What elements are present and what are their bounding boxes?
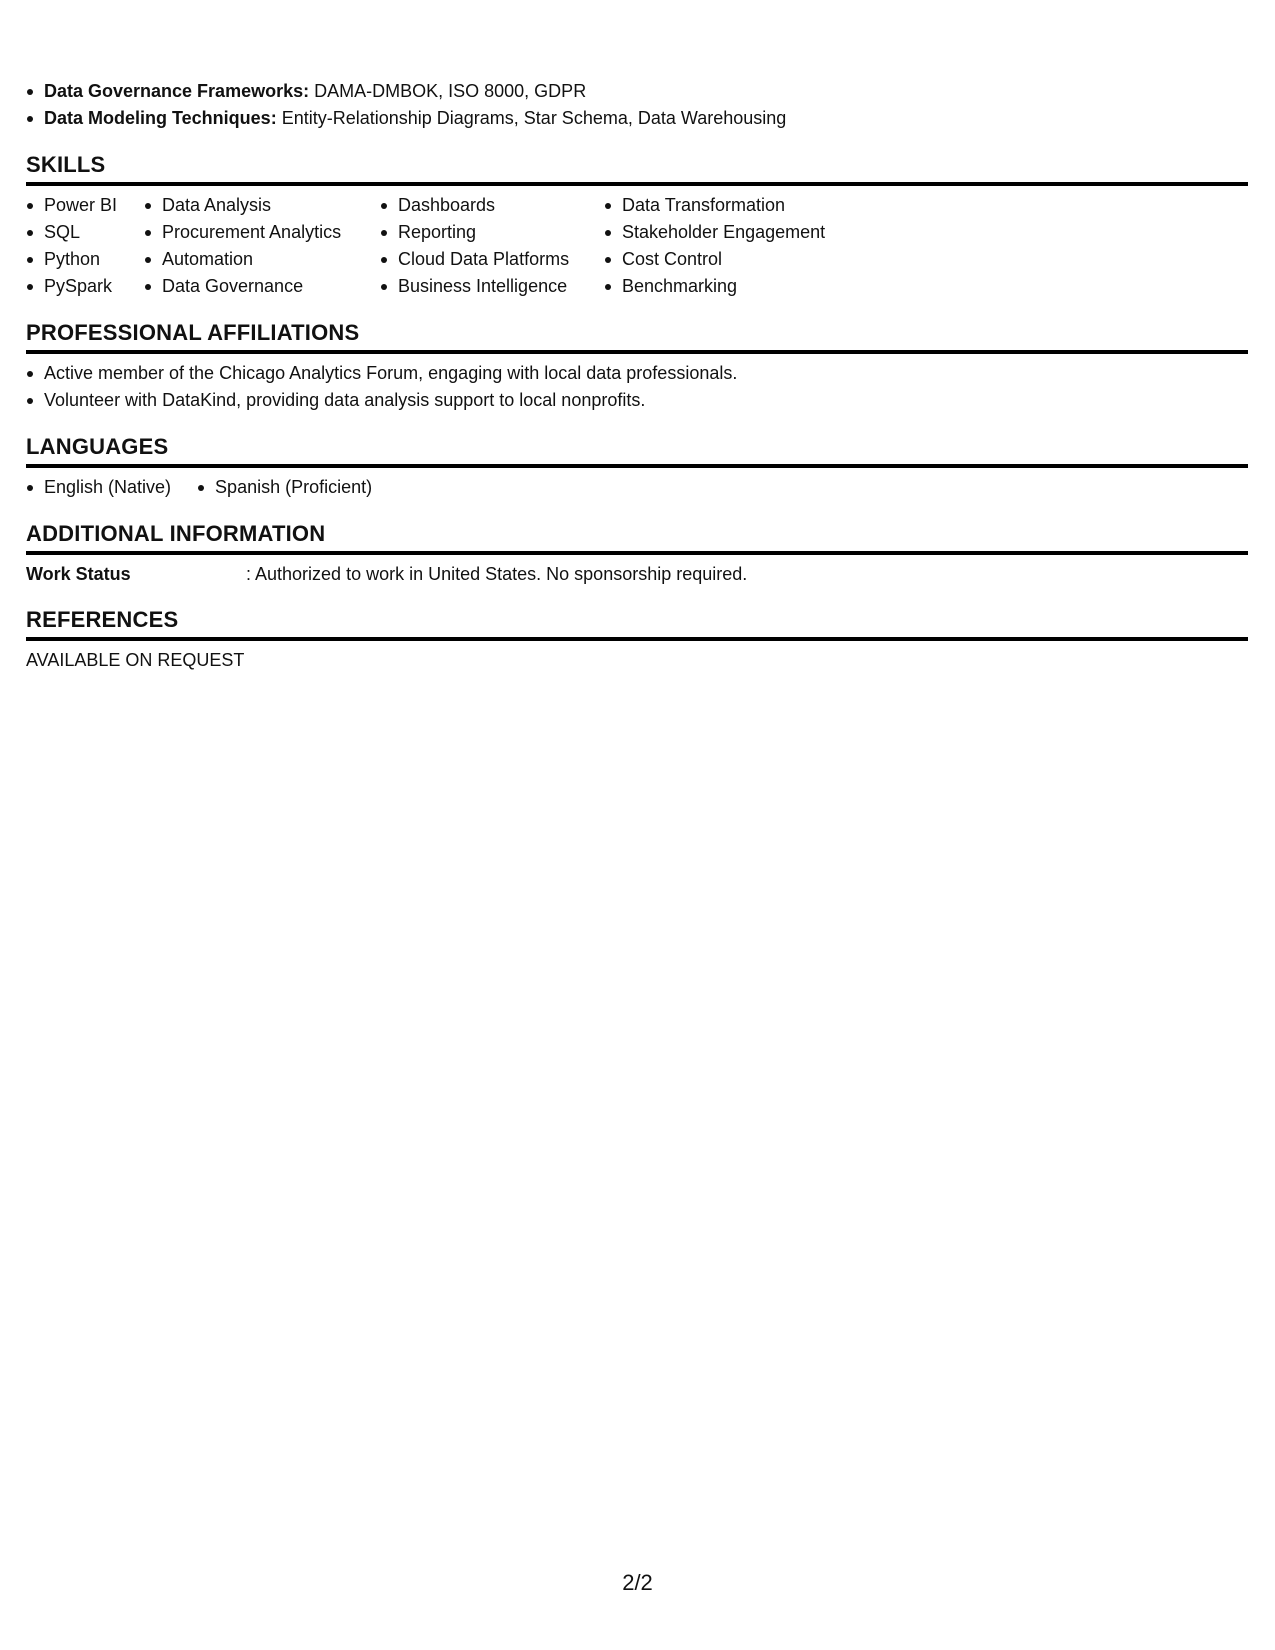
work-status-value: : Authorized to work in United States. No sponsorship required. [246,564,748,584]
references-text: AVAILABLE ON REQUEST [26,650,245,670]
skill-item: Python [26,246,122,273]
skill-item: SQL [26,219,122,246]
list-item-label: Data Modeling Techniques: [44,108,277,128]
skills-column [604,192,844,300]
section-title: REFERENCES [26,607,1248,641]
skill-item: Automation [144,246,358,273]
skill-item: Procurement Analytics [144,219,358,246]
page-number: 2/2 [622,1570,653,1595]
skill-item: Cloud Data Platforms [380,246,582,273]
languages-section [26,434,1248,501]
references-section [26,607,1248,673]
affiliation-item: Active member of the Chicago Analytics Forum, engaging with local data professionals. [26,360,1248,387]
skills-section [26,152,1248,300]
language-item: English (Native) [26,474,171,501]
affiliation-item: Volunteer with DataKind, providing data analysis support to local nonprofits. [26,387,1248,414]
list-item [26,105,1248,132]
skill-item: Cost Control [604,246,844,273]
skill-item: Power BI [26,192,122,219]
skill-item: Reporting [380,219,582,246]
skills-column [26,192,122,300]
skills-grid [26,192,1248,300]
resume-page [26,78,1248,673]
list-item [26,78,1248,105]
skill-item: Data Governance [144,273,358,300]
skill-item: Business Intelligence [380,273,582,300]
skill-item: Data Transformation [604,192,844,219]
section-title: PROFESSIONAL AFFILIATIONS [26,320,1248,354]
additional-info-section [26,521,1248,587]
list-item-value: Entity-Relationship Diagrams, Star Schema, Data Warehousing [281,108,787,128]
affiliations-list [26,360,1248,414]
section-title: LANGUAGES [26,434,1248,468]
list-item-value: DAMA-DMBOK, ISO 8000, GDPR [314,81,587,101]
skill-item: Data Analysis [144,192,358,219]
skill-item: PySpark [26,273,122,300]
skill-item: Dashboards [380,192,582,219]
tools-list [26,78,1248,132]
languages-list [26,474,1248,501]
skills-column [144,192,358,300]
skill-item: Stakeholder Engagement [604,219,844,246]
skills-column [380,192,582,300]
skill-item: Benchmarking [604,273,844,300]
section-title: SKILLS [26,152,1248,186]
language-item: Spanish (Proficient) [197,474,372,501]
affiliations-section [26,320,1248,414]
work-status-row [26,561,1248,587]
work-status-label: Work Status [26,564,131,584]
list-item-label: Data Governance Frameworks: [44,81,310,101]
section-title: ADDITIONAL INFORMATION [26,521,1248,555]
